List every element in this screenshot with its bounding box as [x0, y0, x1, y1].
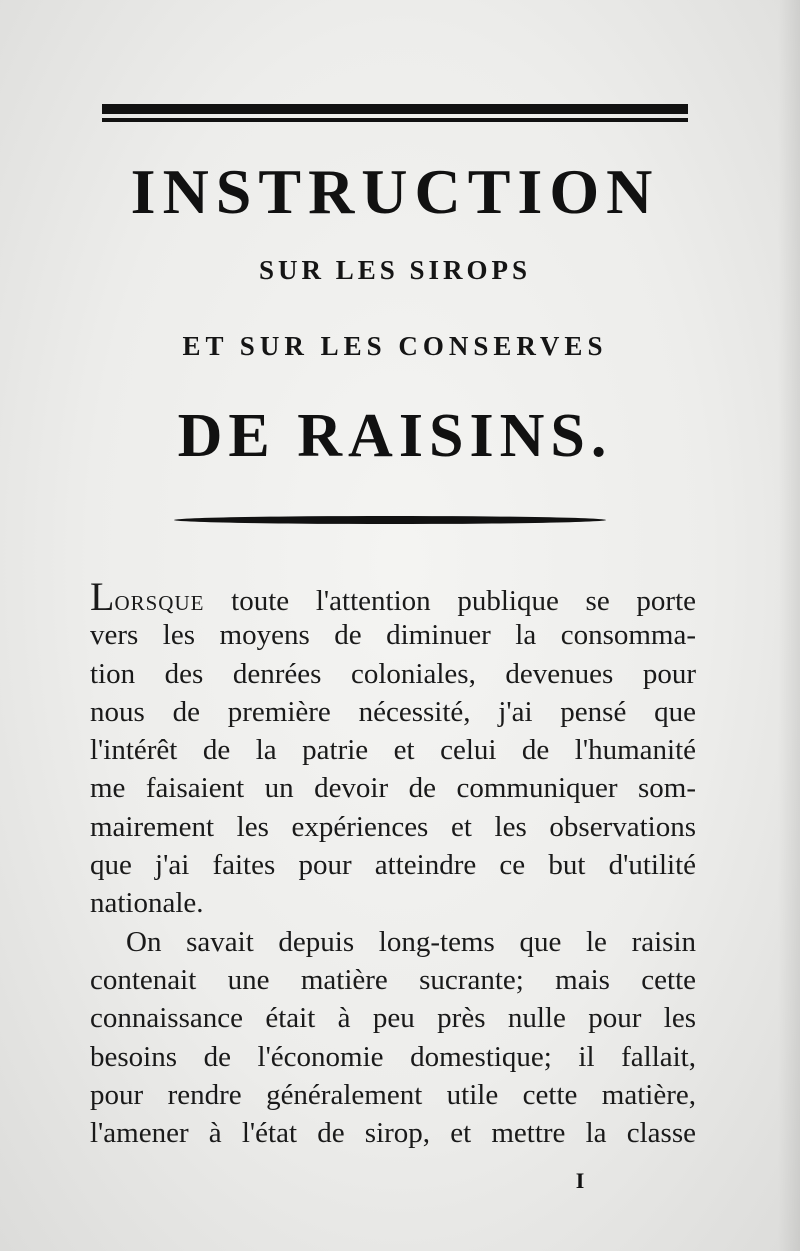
text-line-15: l'amener à l'état de sirop, et mettre la classe	[90, 1117, 696, 1150]
title-subtitle-1: SUR LES SIROPS	[258, 255, 532, 285]
drop-cap: L	[90, 574, 115, 619]
text-line-5: l'intérêt de la patrie et celui de l'humanité	[90, 734, 696, 767]
title-main: INSTRUCTION	[130, 156, 660, 227]
first-word-smallcaps: ORSQUE	[114, 591, 205, 615]
title-raisins: DE RAISINS.	[177, 402, 613, 470]
text-line-3: tion des denrées coloniales, devenues pour	[90, 657, 696, 690]
text-line-7: mairement les expériences et les observations	[90, 810, 696, 843]
text-line-13: besoins de l'économie domestique; il fallait,	[90, 1040, 696, 1073]
middle-rule	[174, 516, 606, 524]
text-line-8: que j'ai faites pour atteindre ce but d'utilité	[90, 849, 696, 882]
text-line-14: pour rendre généralement utile cette matière,	[90, 1078, 696, 1111]
text-line-2: vers les moyens de diminuer la consomma-	[90, 619, 696, 652]
text-line-1	[90, 574, 696, 619]
text-line-12: connaissance était à peu près nulle pour les	[90, 1002, 696, 1035]
text-line-9: nationale.	[90, 887, 204, 920]
text-line-6: me faisaient un devoir de communiquer som-	[90, 772, 696, 805]
top-thick-rule	[102, 104, 688, 114]
top-thin-rule	[102, 118, 688, 122]
line-1-text: toute l'attention publique se porte	[204, 585, 696, 617]
text-line-10: On savait depuis long-tems que le raisin	[126, 925, 696, 958]
text-line-11: contenait une matière sucrante; mais cette	[90, 963, 696, 996]
signature-mark: I	[575, 1168, 585, 1193]
title-subtitle-2: ET SUR LES CONSERVES	[182, 331, 608, 361]
body-text	[90, 574, 696, 1152]
text-line-4: nous de première nécessité, j'ai pensé que	[90, 695, 696, 728]
page-edge-shadow	[778, 0, 800, 1251]
